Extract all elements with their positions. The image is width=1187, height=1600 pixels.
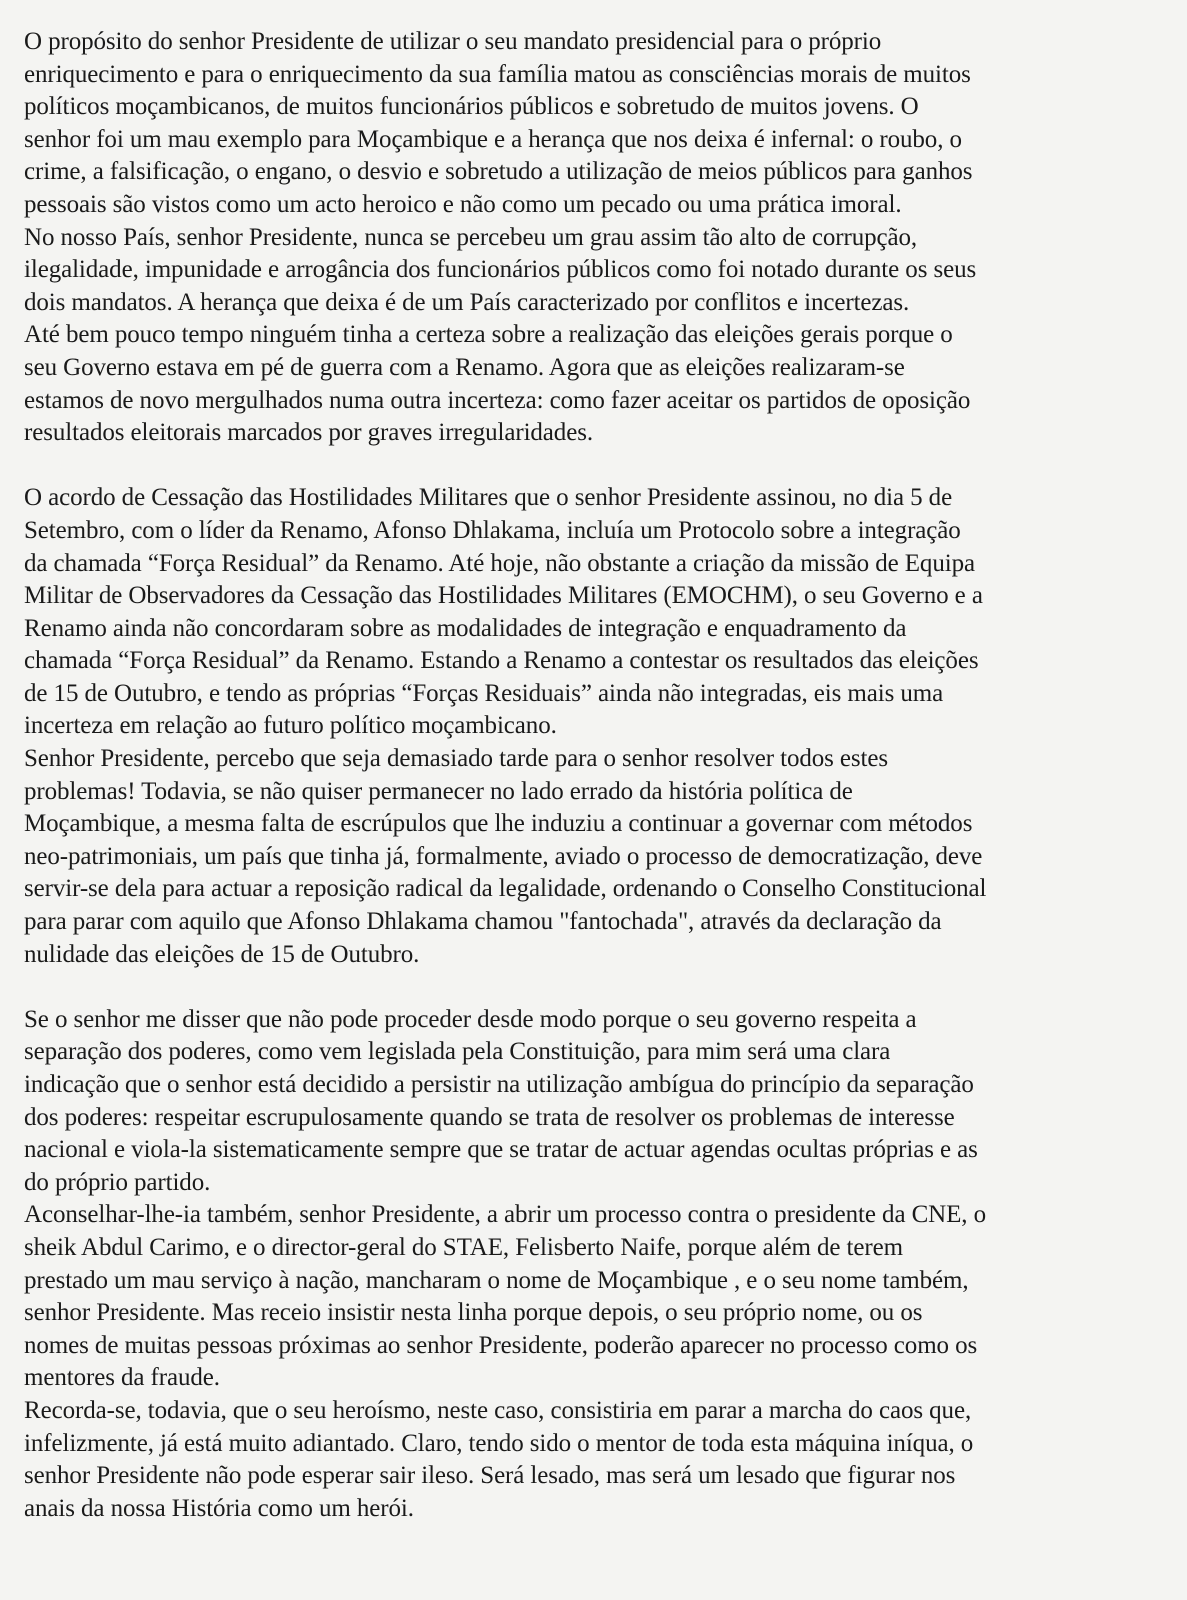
paragraph-4: O acordo de Cessação das Hostilidades Militares que o senhor Presidente assinou, no dia 5 de Setembro, com o líder da Renamo, Afonso Dhlakama, incluía um Protocolo sobre a integração da chamada “Força Residual” da Renamo. Até hoje, não obstante a criação da missão de Equipa Militar de Observadores da Cessação das Hostilidades Militares (EMOCHM), o seu Governo e a Renamo ainda não concordaram sobre as modalidades de integração e enquadramento da chamada “Força Residual” da Renamo. Estando a Renamo a contestar os resultados das eleições de 15 de Outubro, e tendo as próprias “Forças Residuais” ainda não integradas, eis mais uma incerteza em relação ao futuro político moçambicano. xyxy=(24,484,983,740)
paragraph-1: O propósito do senhor Presidente de utilizar o seu mandato presidencial para o próprio enriquecimento e para o enriquecimento da sua família matou as consciências morais de muitos políticos moçambicanos, de muitos funcionários públicos e sobretudo de muitos jovens. O senhor foi um mau exemplo para Moçambique e a herança que nos deixa é infernal: o roubo, o crime, a falsificação, o engano, o desvio e sobretudo a utilização de meios públicos para ganhos pessoais são vistos como um acto heroico e não como um pecado ou uma prática imoral. xyxy=(24,28,973,218)
paragraph-5: Senhor Presidente, percebo que seja demasiado tarde para o senhor resolver todos estes problemas! Todavia, se não quiser permanecer no lado errado da história política de Moçambique, a mesma falta de escrúpulos que lhe induziu a continuar a governar com métodos neo-patrimoniais, um país que tinha já, formalmente, aviado o processo de democratização, deve servir-se dela para actuar a reposição radical da legalidade, ordenando o Conselho Constitucional para parar com aquilo que Afonso Dhlakama chamou "fantochada", através da declaração da nulidade das eleições de 15 de Outubro. xyxy=(24,745,987,968)
paragraph-6: Se o senhor me disser que não pode proceder desde modo porque o seu governo respeita a separação dos poderes, como vem legislada pela Constituição, para mim será uma clara indicação que o senhor está decidido a persistir na utilização ambígua do princípio da separação dos poderes: respeitar escrupulosamente quando se trata de resolver os problemas de interesse nacional e viola-la sistematicamente sempre que se tratar de actuar agendas ocultas próprias e as do próprio partido. xyxy=(24,1005,978,1196)
paragraph-spacer xyxy=(24,450,1159,483)
letter-body xyxy=(24,26,1159,1525)
paragraph-8: Recorda-se, todavia, que o seu heroísmo, neste caso, consistiria em parar a marcha do caos que, infelizmente, já está muito adiantado. Claro, tendo sido o mentor de toda esta máquina iníqua, o senhor Presidente não pode esperar sair ileso. Será lesado, mas será um lesado que figurar nos anais da nossa História como um herói. xyxy=(24,1396,974,1522)
paragraph-spacer xyxy=(24,971,1159,1004)
paragraph-3: Até bem pouco tempo ninguém tinha a certeza sobre a realização das eleições gerais porque o seu Governo estava em pé de guerra com a Renamo. Agora que as eleições realizaram-se estamos de novo mergulhados numa outra incerteza: como fazer aceitar os partidos de oposição resultados eleitorais marcados por graves irregularidades. xyxy=(24,321,971,447)
paragraph-7: Aconselhar-lhe-ia também, senhor Presidente, a abrir um processo contra o presidente da CNE, o sheik Abdul Carimo, e o director-geral do STAE, Felisberto Naife, porque além de terem prestado um mau serviço à nação, mancharam o nome de Moçambique , e o seu nome também, senhor Presidente. Mas receio insistir nesta linha porque depois, o seu próprio nome, ou os nomes de muitas pessoas próximas ao senhor Presidente, poderão aparecer no processo como os mentores da fraude. xyxy=(24,1201,986,1392)
paragraph-2: No nosso País, senhor Presidente, nunca se percebeu um grau assim tão alto de corrupção, ilegalidade, impunidade e arrogância dos funcionários públicos como foi notado durante os seus dois mandatos. A herança que deixa é de um País caracterizado por conflitos e incertezas. xyxy=(24,223,977,316)
